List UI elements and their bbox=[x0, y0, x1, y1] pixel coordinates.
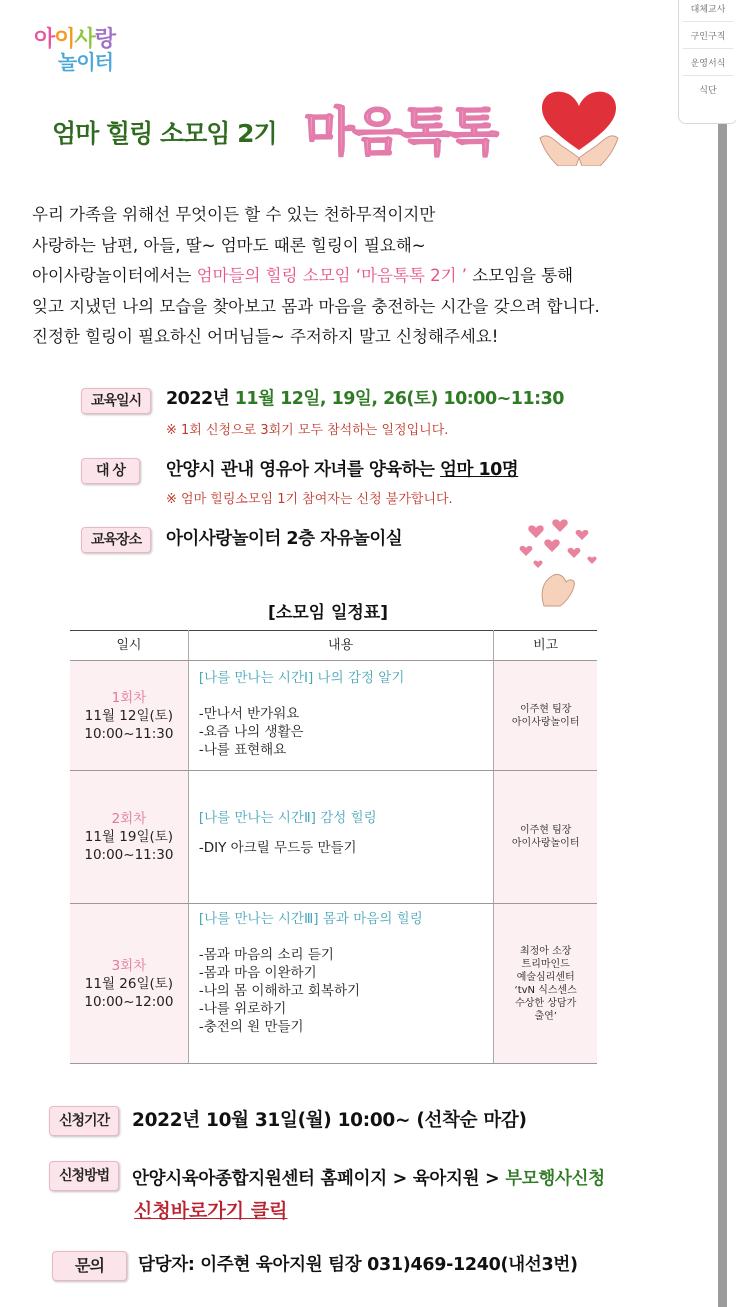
side-menu-item-forms[interactable]: 운영서식 bbox=[683, 49, 733, 76]
page-title: 마음톡톡 bbox=[304, 103, 497, 163]
intro-paragraph bbox=[32, 200, 672, 353]
side-quick-menu bbox=[678, 0, 736, 124]
target-label: 대 상 bbox=[81, 458, 140, 484]
intro-line: 사랑하는 남편, 아들, 딸~ 엄마도 때론 힐링이 필요해~ bbox=[32, 235, 426, 255]
table-row: 3회차 11월 26일(토) 10:00~12:00 [나를 만나는 시간Ⅲ] 몸과 마음의 힐링 -몸과 마음의 소리 듣기 -몸과 마음 이완하기 -나의 몸 이해하고 회복하기 -나를 위로하기 -충전의 원 만들기 최정아 소장 트리마인드 예술심리센터 ‘tvN 식스센스 수상한 상담가 출연’ bbox=[70, 904, 597, 1064]
schedule-title: [소모임 일정표] bbox=[268, 603, 388, 623]
table-row: 1회차 11월 12일(토) 10:00~11:30 [나를 만나는 시간Ⅰ] 나의 감정 알기 -만나서 반가워요 -요즘 나의 생활은 -나를 표현해요 이주현 팀장 아이사랑놀이터 bbox=[70, 661, 597, 771]
method-value: 안양시육아종합지원센터 홈페이지 > 육아지원 > 부모행사신청 bbox=[132, 1169, 605, 1189]
logo bbox=[34, 22, 144, 74]
intro-line: 진정한 힐링이 필요하신 어머님들~ 주저하지 말고 신청해주세요! bbox=[32, 327, 499, 347]
hearts-hand-icon bbox=[516, 518, 602, 608]
place-label: 교육장소 bbox=[81, 527, 151, 553]
page-subtitle: 엄마 힐링 소모임 2기 bbox=[52, 119, 277, 148]
side-menu-item-job-search[interactable]: 구인구직 bbox=[683, 22, 733, 49]
date-note: ※ 1회 신청으로 3회기 모두 참석하는 일정입니다. bbox=[166, 423, 449, 438]
period-label: 신청기간 bbox=[49, 1106, 119, 1136]
schedule-table bbox=[70, 630, 597, 1064]
contact-value: 담당자: 이주현 육아지원 팀장 031)469-1240(내선3번) bbox=[138, 1255, 578, 1275]
side-menu-item-substitute-teacher[interactable]: 대체교사 bbox=[683, 0, 733, 22]
intro-line: 아이사랑놀이터에서는 엄마들의 힐링 소모임 ‘마음톡톡 2기 ’ 소모임을 통해 bbox=[32, 266, 574, 286]
logo-line2: 놀이터 bbox=[58, 50, 113, 74]
table-header: 비고 bbox=[494, 631, 597, 661]
page-scrollbar[interactable] bbox=[718, 0, 727, 1307]
date-value: 2022년 11월 12일, 19일, 26(토) 10:00~11:30 bbox=[166, 389, 564, 409]
target-value: 안양시 관내 영유아 자녀를 양육하는 엄마 10명 bbox=[166, 460, 519, 480]
table-row: 2회차 11월 19일(토) 10:00~11:30 [나를 만나는 시간Ⅱ] 감성 힐링 -DIY 아크릴 무드등 만들기 이주현 팀장 아이사랑놀이터 bbox=[70, 771, 597, 904]
intro-line: 잊고 지냈던 나의 모습을 찾아보고 몸과 마음을 충전하는 시간을 갖으려 합니다. bbox=[32, 296, 600, 316]
apply-shortcut-link[interactable]: 신청바로가기 클릭 bbox=[134, 1200, 288, 1222]
table-header: 내용 bbox=[188, 631, 494, 661]
heart-hands-icon bbox=[536, 88, 622, 166]
target-note: ※ 엄마 힐링소모임 1기 참여자는 신청 불가합니다. bbox=[166, 492, 453, 507]
contact-label: 문의 bbox=[52, 1251, 127, 1281]
method-label: 신청방법 bbox=[49, 1161, 119, 1191]
intro-line: 우리 가족을 위해선 무엇이든 할 수 있는 천하무적이지만 bbox=[32, 205, 436, 224]
place-value: 아이사랑놀이터 2층 자유놀이실 bbox=[166, 529, 403, 549]
side-menu-item-meal[interactable]: 식단 bbox=[699, 86, 717, 96]
logo-line1: 아이사랑 bbox=[34, 27, 116, 52]
table-header: 일시 bbox=[70, 631, 188, 661]
date-label: 교육일시 bbox=[81, 388, 151, 414]
intro-highlight: 엄마들의 힐링 소모임 ‘마음톡톡 2기 ’ bbox=[196, 266, 467, 286]
period-value: 2022년 10월 31일(월) 10:00~ (선착순 마감) bbox=[132, 1110, 527, 1131]
